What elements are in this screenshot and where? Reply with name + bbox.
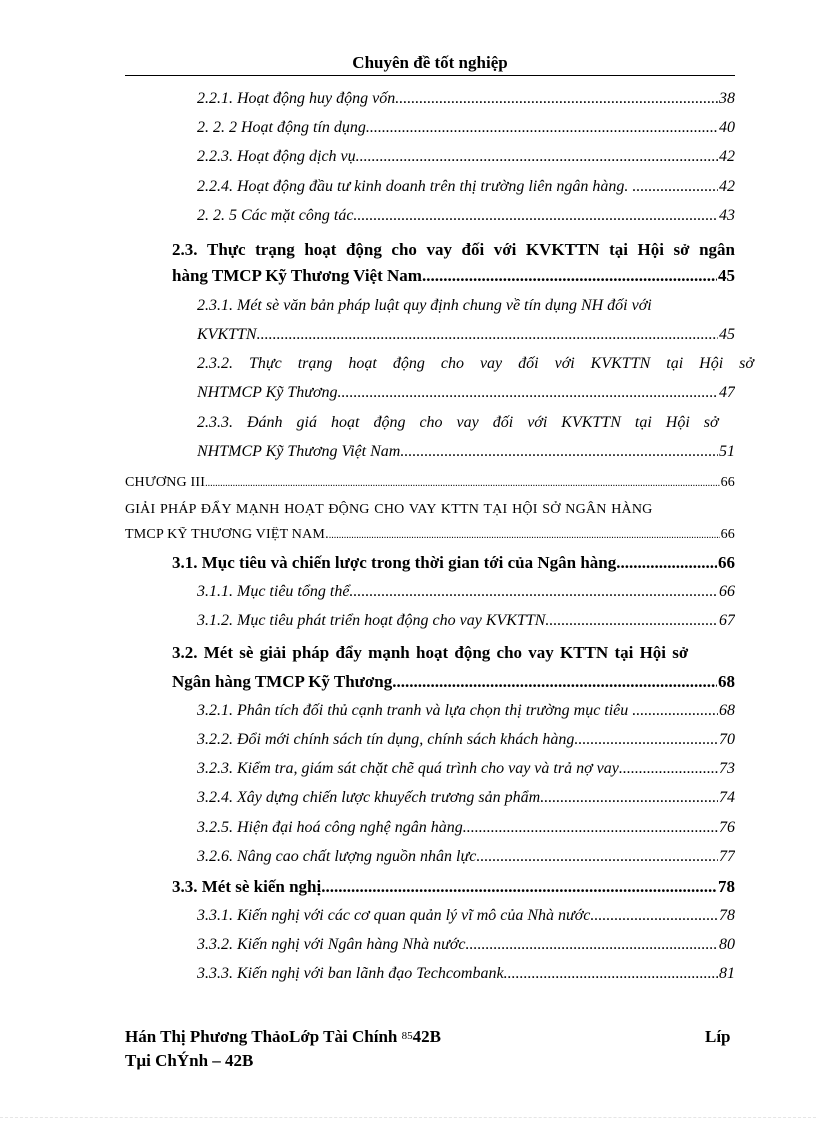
page-number: 78	[719, 907, 735, 924]
toc-entry[interactable]: NHTMCP Kỹ Thương Việt Nam ..... 51	[197, 443, 735, 461]
dot-leader	[636, 178, 718, 196]
page-number: 73	[719, 760, 735, 777]
dot-leader	[640, 702, 718, 720]
dot-leader	[400, 443, 718, 461]
heading-word: với	[493, 240, 517, 259]
heading-word: đối	[461, 240, 485, 259]
dot-leader	[504, 965, 718, 983]
toc-entry[interactable]: NHTMCP Kỹ Thương ..... 47	[197, 384, 735, 402]
dot-leader	[205, 478, 719, 489]
page-number: 43	[719, 207, 735, 224]
dot-leader	[422, 266, 717, 286]
toc-chapter-title: GIẢI PHÁP ĐẨY MẠNH HOẠT ĐỘNG CHO VAY KTTN TẠI HỘI SỞ NGÂN HÀNG	[125, 502, 653, 517]
footer-mark: 85	[401, 1030, 413, 1042]
toc-entry[interactable]: 3.2.2. Đổi mới chính sách tín dụng, chính sách khách hàng ..... 70	[197, 731, 735, 749]
toc-entry[interactable]: 3.2.4. Xây dựng chiến lược khuyếch trương sản phẩm ..... 74	[197, 789, 735, 807]
page-number: 51	[719, 443, 735, 460]
heading-word: trạng	[255, 240, 295, 259]
heading-word: ngân	[699, 240, 735, 259]
toc-entry[interactable]: 3.1.2. Mục tiêu phát triển hoạt động cho vay KVKTTN ..... 67	[197, 612, 735, 630]
page-edge	[0, 1117, 816, 1118]
page-number: 68	[718, 672, 735, 691]
page-number: 42	[719, 178, 735, 195]
page-number: 68	[719, 702, 735, 719]
toc-entry[interactable]: 2.2.1. Hoạt động huy động vốn ..... 38	[197, 90, 735, 108]
toc-entry[interactable]: hàng TMCP Kỹ Thương Việt Nam ..... 45	[172, 266, 735, 286]
toc-entry[interactable]: 3.3.1. Kiến nghị với các cơ quan quản lý vĩ mô của Nhà nước ..... 78	[197, 907, 735, 925]
page-number: 80	[719, 936, 735, 953]
page-number: 67	[719, 612, 735, 629]
dot-leader	[366, 119, 718, 137]
toc-entry[interactable]: 3.2.3. Kiểm tra, giám sát chặt chẽ quá trình cho vay và trả nợ vay ..... 73	[197, 760, 735, 778]
page-number: 77	[719, 848, 735, 865]
page-number: 40	[719, 119, 735, 136]
heading-word: KVKTTN	[525, 240, 600, 259]
toc-entry[interactable]: 3.3. Mét sè kiến nghị ..... 78	[172, 877, 735, 897]
toc-entry[interactable]: 2. 2. 5 Các mặt công tác ..... 43	[197, 207, 735, 225]
toc-entry[interactable]: 2. 2. 2 Hoạt động tín dụng ..... 40	[197, 119, 735, 137]
toc-entry[interactable]: 2.2.3. Hoạt động dịch vụ ..... 42	[197, 148, 735, 166]
heading-word: Thực	[207, 240, 246, 259]
page-title: Chuyên đề tốt nghiệp	[352, 53, 508, 72]
toc-entry[interactable]: 3.3.2. Kiến nghị với Ngân hàng Nhà nước ..... 80	[197, 936, 735, 954]
page-number: 78	[718, 877, 735, 896]
heading-word: tại	[609, 240, 628, 259]
page-number: 66	[720, 475, 735, 490]
dot-leader	[540, 789, 718, 807]
page-number: 70	[719, 731, 735, 748]
toc-entry[interactable]: 3.1.1. Mục tiêu tổng thể ..... 66	[197, 583, 735, 601]
page-number: 45	[719, 326, 735, 343]
toc-entry[interactable]: KVKTTN ..... 45	[197, 326, 735, 344]
page-number: 76	[719, 819, 735, 836]
page-number: 42	[719, 148, 735, 165]
footer-class: Tµi ChÝnh – 42B	[125, 1051, 254, 1070]
dot-leader	[574, 731, 718, 749]
toc-chapter[interactable]: CHƯƠNG III ..... 66	[125, 475, 735, 491]
heading-word: vay	[426, 240, 452, 259]
toc-entry[interactable]: 3.2.6. Nâng cao chất lượng nguồn nhân lực ..... 77	[197, 848, 735, 866]
toc-entry-heading: 3.2. Mét sè giải pháp đẩy mạnh hoạt động cho vay KTTN tại Hội sở	[172, 643, 689, 662]
toc-entry[interactable]: TMCP KỸ THƯƠNG VIỆT NAM. ..... 66	[125, 527, 735, 543]
toc-entry-heading[interactable]	[172, 237, 735, 263]
toc-entry-text: 2.3.1. Mét sè văn bản pháp luật quy định chung về tín dụng NH đối với	[197, 297, 652, 314]
page-number: 66	[719, 583, 735, 600]
dot-leader	[353, 207, 718, 225]
dot-leader	[616, 553, 717, 573]
toc-entry[interactable]: 3.2.1. Phân tích đối thủ cạnh tranh và lựa chọn thị trường mục tiêu .. ..... 68	[197, 702, 735, 720]
page-number: 81	[719, 965, 735, 982]
heading-word: sở	[673, 240, 690, 259]
dot-leader	[463, 819, 718, 837]
dot-leader	[257, 326, 718, 344]
dot-leader	[590, 907, 718, 925]
dot-leader	[338, 384, 718, 402]
dot-leader	[349, 583, 718, 601]
heading-word: Hội	[637, 240, 664, 259]
heading-word: 2.3.	[172, 240, 198, 259]
dot-leader	[476, 848, 718, 866]
page-number: 66	[720, 527, 735, 542]
heading-word: cho	[391, 240, 417, 259]
page-number: 74	[719, 789, 735, 806]
toc-entry[interactable]: 3.2.5. Hiện đại hoá công nghệ ngân hàng ..... 76	[197, 819, 735, 837]
toc-entry-text: 2.3.3. Đánh giá hoạt động cho vay đối với KVKTTN tại Hội sở	[197, 414, 719, 431]
page-number: 66	[718, 553, 735, 572]
footer-author: Hán Thị Phương ThảoLớp Tài Chính 8542B	[125, 1027, 441, 1046]
toc-heading-text	[172, 237, 735, 263]
toc-entry[interactable]: Ngân hàng TMCP Kỹ Thương ..... 68	[172, 672, 735, 692]
toc-entry[interactable]: 3.1. Mục tiêu và chiến lược trong thời gian tới của Ngân hàng ..... 66	[172, 553, 735, 573]
page-number: 47	[719, 384, 735, 401]
footer-class-label: Líp	[705, 1027, 731, 1046]
dot-leader	[329, 530, 720, 541]
toc-entry[interactable]: 2.2.4. Hoạt động đầu tư kinh doanh trên thị trường liên ngân hàng. . ..... 42	[197, 178, 735, 196]
dot-leader	[465, 936, 718, 954]
heading-word: hoạt	[304, 240, 337, 259]
toc-entry[interactable]: 3.3.3. Kiến nghị với ban lãnh đạo Techcombank ..... 81	[197, 965, 735, 983]
heading-word: động	[345, 240, 382, 259]
page-number: 45	[718, 266, 735, 285]
dot-leader	[395, 90, 718, 108]
page-number: 38	[719, 90, 735, 107]
toc-entry-text: 2.3.2. Thực trạng hoạt động cho vay đối với KVKTTN tại Hội sở	[197, 355, 754, 372]
dot-leader	[356, 148, 718, 166]
dot-leader	[619, 760, 718, 778]
header-rule	[125, 75, 735, 76]
dot-leader	[321, 877, 717, 897]
dot-leader	[545, 612, 718, 630]
dot-leader	[392, 672, 717, 692]
